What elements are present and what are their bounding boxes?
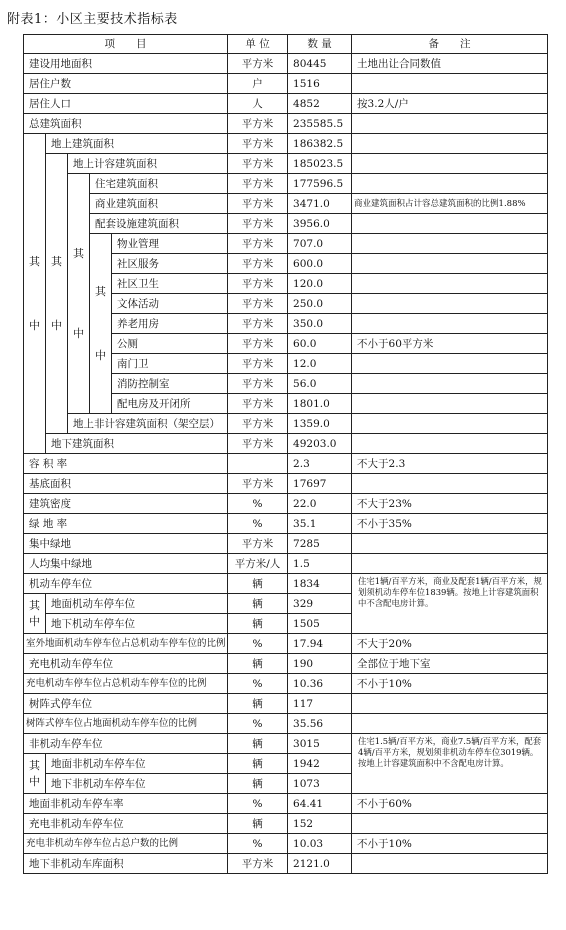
qizhong-label-parking: 其 中 [24,594,46,634]
row-label: 充电非机动车停车位 [24,814,228,834]
row-unit: % [228,634,288,654]
row-label: 地上建筑面积 [46,134,228,154]
table-row [24,94,548,114]
header-row [24,35,548,54]
row-label: 居住户数 [24,74,228,94]
row-unit: 人 [228,94,288,114]
row-qty: 329 [288,594,352,614]
row-unit: 平方米 [228,254,288,274]
row-unit: 平方米 [228,294,288,314]
table-row [24,54,548,74]
row-label: 地面非机动车停车位 [46,754,228,774]
row-qty: 250.0 [288,294,352,314]
row-qty: 3471.0 [288,194,352,214]
row-label: 文体活动 [112,294,228,314]
row-note [352,814,548,834]
row-note: 不大于2.3 [352,454,548,474]
row-note: 住宅1.5辆/百平方米，商业7.5辆/百平方米，配套4辆/百平方米，规划须非机动车停车位3019辆。按地上计容建筑面积中不含配电房计算。 [352,734,548,794]
row-label: 容 积 率 [24,454,228,474]
row-label: 地下建筑面积 [46,434,228,454]
header-qty: 数 量 [288,35,352,54]
row-label: 树阵式停车位 [24,694,228,714]
row-label: 社区卫生 [112,274,228,294]
row-qty: 350.0 [288,314,352,334]
row-label: 住宅建筑面积 [90,174,228,194]
row-note: 商业建筑面积占计容总建筑面积的比例1.88% [352,194,548,214]
row-label: 物业管理 [112,234,228,254]
row-unit [228,454,288,474]
table-row [24,854,548,874]
row-unit: % [228,494,288,514]
row-unit: 平方米 [228,114,288,134]
row-note [352,714,548,734]
row-qty: 1801.0 [288,394,352,414]
table-row [24,574,548,594]
row-label: 充电机动车停车位占总机动车停车位的比例 [24,674,228,694]
row-note [352,134,548,154]
row-qty: 177596.5 [288,174,352,194]
row-qty: 1834 [288,574,352,594]
row-qty: 152 [288,814,352,834]
row-unit: 平方米 [228,474,288,494]
qizhong-label-outer: 其 中 [24,134,46,454]
row-unit: 平方米 [228,374,288,394]
row-label: 公厕 [112,334,228,354]
row-label: 地下非机动车库面积 [24,854,228,874]
row-note: 不大于23% [352,494,548,514]
row-label: 配电房及开闭所 [112,394,228,414]
row-note [352,154,548,174]
row-unit: 平方米 [228,854,288,874]
table-row [24,174,548,194]
row-unit: 平方米 [228,194,288,214]
row-label: 商业建筑面积 [90,194,228,214]
row-note [352,114,548,134]
row-unit: % [228,514,288,534]
row-qty: 22.0 [288,494,352,514]
row-note [352,554,548,574]
row-qty: 35.1 [288,514,352,534]
row-label: 地面机动车停车位 [46,594,228,614]
row-label: 地面非机动车停车率 [24,794,228,814]
row-qty: 1516 [288,74,352,94]
row-qty: 1505 [288,614,352,634]
table-row [24,554,548,574]
header-item: 项 目 [24,35,228,54]
row-label: 建筑密度 [24,494,228,514]
row-note [352,254,548,274]
row-qty: 17697 [288,474,352,494]
row-label: 地上计容建筑面积 [68,154,228,174]
row-note: 不小于60% [352,794,548,814]
row-qty: 1942 [288,754,352,774]
row-qty: 1.5 [288,554,352,574]
row-unit: 辆 [228,774,288,794]
row-qty: 2121.0 [288,854,352,874]
row-qty: 117 [288,694,352,714]
row-unit: 平方米/人 [228,554,288,574]
row-note: 按3.2人/户 [352,94,548,114]
row-qty: 7285 [288,534,352,554]
row-qty: 186382.5 [288,134,352,154]
row-unit: 平方米 [228,534,288,554]
row-note: 不小于35% [352,514,548,534]
row-qty: 56.0 [288,374,352,394]
table-row [24,114,548,134]
table-row [24,814,548,834]
row-qty: 707.0 [288,234,352,254]
table-row [24,494,548,514]
row-unit: 辆 [228,694,288,714]
row-unit: 辆 [228,734,288,754]
row-unit: 平方米 [228,274,288,294]
row-note: 住宅1辆/百平方米，商业及配套1辆/百平方米，规划须机动车停车位1839辆。按地上计容建筑面积中不含配电房计算。 [352,574,548,634]
row-note: 不大于20% [352,634,548,654]
row-note [352,174,548,194]
header-note: 备 注 [352,35,548,54]
row-label: 地下机动车停车位 [46,614,228,634]
table-row [24,834,548,854]
row-label: 消防控制室 [112,374,228,394]
table-row [24,454,548,474]
table-row [24,514,548,534]
row-note [352,214,548,234]
row-label: 社区服务 [112,254,228,274]
table-row [24,634,548,654]
technical-indicators-table [23,34,548,874]
row-note: 土地出让合同数值 [352,54,548,74]
row-note [352,474,548,494]
table-row [24,234,548,254]
row-qty: 10.36 [288,674,352,694]
table-row [24,194,548,214]
row-label: 绿 地 率 [24,514,228,534]
row-unit: 平方米 [228,174,288,194]
row-label: 总建筑面积 [24,114,228,134]
row-unit: 平方米 [228,394,288,414]
row-note [352,534,548,554]
row-unit: 平方米 [228,134,288,154]
header-unit: 单 位 [228,35,288,54]
row-label: 人均集中绿地 [24,554,228,574]
table-row [24,714,548,734]
row-qty: 12.0 [288,354,352,374]
row-qty: 60.0 [288,334,352,354]
row-unit: % [228,714,288,734]
row-note [352,294,548,314]
row-label: 基底面积 [24,474,228,494]
row-label: 养老用房 [112,314,228,334]
row-unit: 辆 [228,614,288,634]
row-label: 配套设施建筑面积 [90,214,228,234]
table-row [24,694,548,714]
row-unit: 户 [228,74,288,94]
row-label: 树阵式停车位占地面机动车停车位的比例 [24,714,228,734]
row-unit: 平方米 [228,54,288,74]
table-title: 附表1：小区主要技术指标表 [7,12,178,27]
row-note: 不小于10% [352,674,548,694]
row-qty: 120.0 [288,274,352,294]
row-unit: 辆 [228,594,288,614]
row-unit: 平方米 [228,334,288,354]
row-qty: 80445 [288,54,352,74]
row-unit: 平方米 [228,154,288,174]
row-label: 非机动车停车位 [24,734,228,754]
row-label: 室外地面机动车停车位占总机动车停车位的比例 [24,634,228,654]
row-note [352,854,548,874]
row-note [352,274,548,294]
row-qty: 17.94 [288,634,352,654]
row-unit: 平方米 [228,354,288,374]
qizhong-label-bike: 其 中 [24,754,46,794]
table-row [24,534,548,554]
row-unit: % [228,794,288,814]
row-note: 不小于10% [352,834,548,854]
row-qty: 2.3 [288,454,352,474]
row-qty: 600.0 [288,254,352,274]
row-note: 不小于60平方米 [352,334,548,354]
row-unit: 平方米 [228,414,288,434]
row-note [352,434,548,454]
row-unit: 辆 [228,754,288,774]
table-row [24,134,548,154]
row-qty: 1359.0 [288,414,352,434]
row-label: 建设用地面积 [24,54,228,74]
row-label: 地上非计容建筑面积（架空层） [68,414,228,434]
row-qty: 235585.5 [288,114,352,134]
row-note [352,694,548,714]
row-label: 南门卫 [112,354,228,374]
row-label: 居住人口 [24,94,228,114]
row-qty: 64.41 [288,794,352,814]
table-row [24,154,548,174]
row-unit: 平方米 [228,434,288,454]
row-note [352,394,548,414]
row-qty: 3015 [288,734,352,754]
row-note [352,74,548,94]
row-qty: 190 [288,654,352,674]
row-qty: 185023.5 [288,154,352,174]
row-qty: 3956.0 [288,214,352,234]
qizhong-label-third: 其 中 [68,174,90,414]
table-row [24,734,548,754]
row-unit: % [228,674,288,694]
row-label: 集中绿地 [24,534,228,554]
row-note [352,234,548,254]
row-unit: 辆 [228,654,288,674]
row-unit: 平方米 [228,314,288,334]
row-label: 地下非机动车停车位 [46,774,228,794]
table-row [24,434,548,454]
row-qty: 49203.0 [288,434,352,454]
row-label: 充电机动车停车位 [24,654,228,674]
row-qty: 10.03 [288,834,352,854]
row-unit: 辆 [228,574,288,594]
table-row [24,214,548,234]
row-qty: 4852 [288,94,352,114]
qizhong-label-inner: 其 中 [90,234,112,414]
row-note [352,354,548,374]
row-note: 全部位于地下室 [352,654,548,674]
row-qty: 1073 [288,774,352,794]
table-row [24,74,548,94]
table-row [24,674,548,694]
row-unit: 辆 [228,814,288,834]
row-unit: % [228,834,288,854]
row-label: 机动车停车位 [24,574,228,594]
row-label: 充电非机动车停车位占总户数的比例 [24,834,228,854]
table-row [24,474,548,494]
row-note [352,374,548,394]
table-row [24,654,548,674]
table-row [24,414,548,434]
row-unit: 平方米 [228,214,288,234]
row-note [352,314,548,334]
row-note [352,414,548,434]
qizhong-label-second: 其 中 [46,154,68,434]
row-qty: 35.56 [288,714,352,734]
table-row [24,794,548,814]
row-unit: 平方米 [228,234,288,254]
